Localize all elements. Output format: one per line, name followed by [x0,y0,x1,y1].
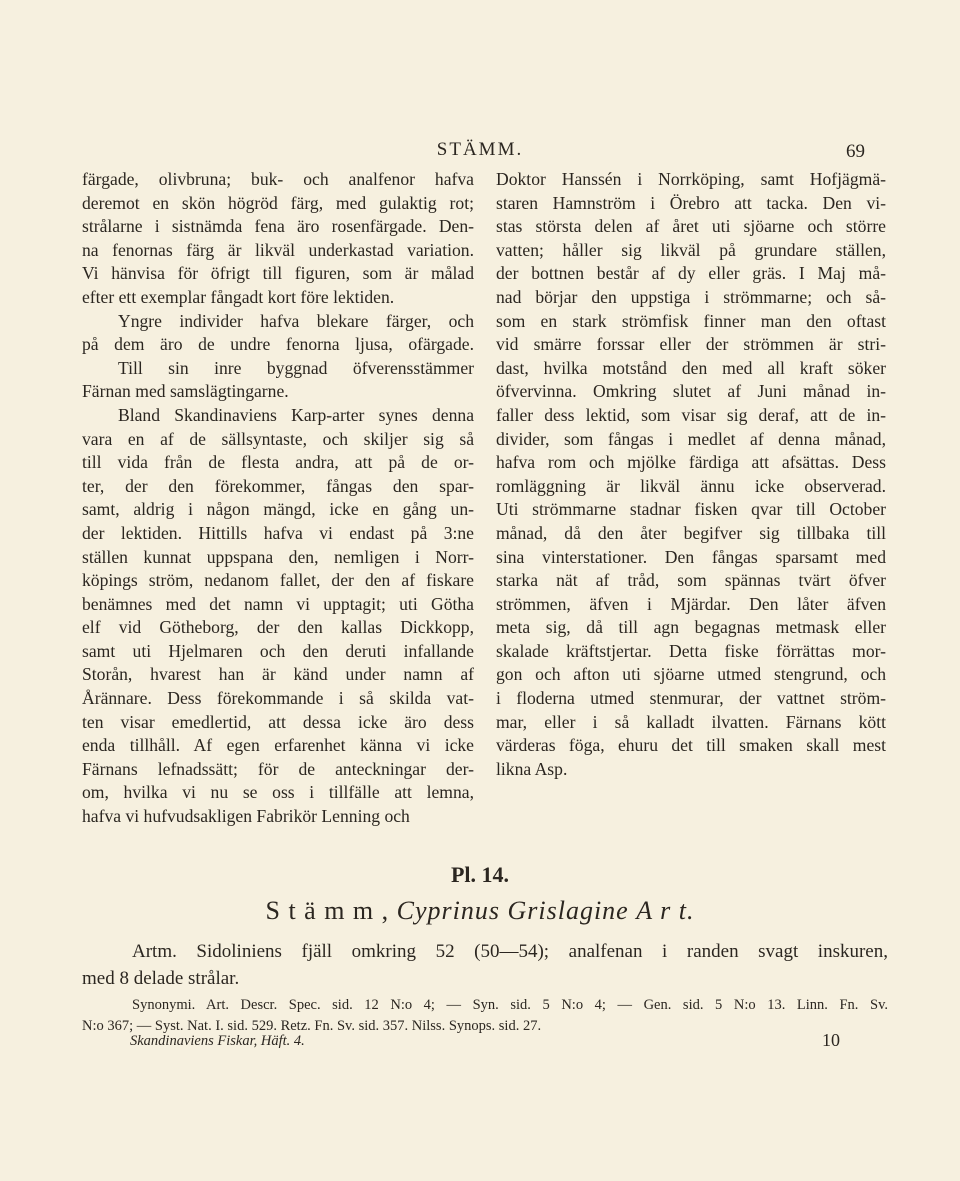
species-diagnosis [82,938,888,992]
page-number: 69 [846,141,865,162]
left-column-line: Yngre individer hafva blekare färger, och [118,310,474,331]
left-column-line: Vi hänvisa för öfrigt till figuren, som är målad [82,263,474,284]
diagnosis-line-1: Artm. Sidoliniens fjäll omkring 52 (50—54); analfenan i randen svagt inskuren, [132,941,888,962]
left-column-line: Till sin inre byggnad öfverensstämmer [118,357,474,378]
plate-label: Pl. 14. [450,862,510,887]
right-column-line: romläggning är likväl ännu icke observerad. [496,475,886,496]
left-column-line: deremot en skön högröd färg, med gulaktig rot; [82,192,474,213]
left-column-line: Bland Skandinaviens Karp-arter synes denna [118,404,474,425]
running-head: STÄMM. [436,139,524,160]
left-column-line: till vida från de flesta andra, att på de or- [82,452,474,473]
left-column-line: på dem äro de undre fenorna ljusa, ofärgade. [82,334,474,355]
left-column-line: Färnans lefnadssätt; för de anteckningar der- [82,758,474,779]
right-column-line: mar, eller i så kalladt ilvatten. Färnans kött [496,711,886,732]
species-title-latin: Cyprinus Grislagine [396,896,629,925]
printer-signature: Skandinaviens Fiskar, Häft. 4. [130,1033,305,1049]
left-column-line: benämnes med det namn vi upptagit; uti Götha [82,593,474,614]
left-column-line: elf vid Götheborg, der den kallas Dickkopp, [82,617,474,638]
left-column-line: na fenornas färg är likväl underkastad variation. [82,239,474,260]
synonymy [82,995,888,1037]
diagnosis-line-2: med 8 delade strålar. [82,968,240,989]
right-column-line: divider, som fångas i medlet af denna månad, [496,428,886,449]
left-column-line: färgade, olivbruna; buk- och analfenor hafva [82,169,474,189]
right-column-line: faller dess lektid, som visar sig deraf, att de in- [496,404,886,425]
right-column-line: gon och afton uti sjöarne utmed stengrund, och [496,664,886,685]
left-column-line: om, hvilka vi nu se oss i tillfälle att lemna, [82,782,474,803]
left-column [82,168,474,829]
right-column-line: Doktor Hanssén i Norrköping, samt Hofjägmä- [496,169,886,189]
left-column-line: efter ett exemplar fångadt kort före lektiden. [82,286,395,307]
left-column-line: samt uti Hjelmaren och den deruti infallande [82,640,474,661]
right-column-line: som en stark strömfisk finner man den oftast [496,310,886,331]
right-column-line: hafva rom och mjölke färdiga att afsättas. Dess [496,452,886,473]
left-column-line: der lektiden. Hittills hafva vi endast på 3:ne [82,522,474,543]
right-column-line: vatten; håller sig likväl på grundare ställen, [496,239,886,260]
right-column-line: i floderna utmed stenmurar, der vattnet ström- [496,688,886,709]
sheet-number: 10 [822,1030,840,1050]
right-column-line: der bottnen består af dy eller gräs. I Maj må- [496,263,886,284]
right-column-line: månad, då den åter begifver sig tillbaka till [496,522,886,543]
left-column-line: enda tillhåll. Af egen erfarenhet känna vi icke [82,735,474,756]
right-column-line: starka nät af tråd, som spännas tvärt öfver [496,570,886,591]
right-column-line: nad börjar den uppstiga i strömmarne; och så- [496,286,886,307]
left-column-line: hafva vi hufvudsakligen Fabrikör Lenning och [82,806,410,827]
right-column-line: öfvervinna. Omkring slutet af Juni månad in- [496,381,886,402]
right-column-line: vid smärre forssar eller der strömmen är stri- [496,334,886,355]
left-column-line: Årännare. Dess förekommande i så skilda vat- [82,688,474,709]
right-column-line: strömmen, äfven i Mjärdar. Den låter äfven [496,593,886,614]
left-column-line: Storån, hvarest han är känd under namn af [82,664,474,685]
left-column-line: ställen kunnat uppspana den, nemligen i Norr- [82,546,474,567]
species-title-prefix: S t ä m m , [265,896,390,925]
right-column-line: stas största delen af året uti sjöarne och större [496,216,886,237]
right-column [496,168,886,781]
right-column-line: dast, hvilka motstånd den med all kraft söker [496,357,886,378]
right-column-line: skalade kräftstjertar. Detta fiske förrättas mor- [496,640,886,661]
right-column-line: sina vinterstationer. Den fångas sparsamt med [496,546,886,567]
synonymy-line-2: N:o 367; — Syst. Nat. I. sid. 529. Retz. Fn. Sv. sid. 357. Nilss. Synops. sid. 27. [82,1018,542,1034]
left-column-line: ter, der den förekommer, fångas den spar- [82,475,474,496]
left-column-line: köpings ström, nedanom fallet, der den af fiskare [82,570,474,591]
right-column-line: staren Hamnström i Örebro att tacka. Den vi- [496,192,886,213]
right-column-line: värderas föga, ehuru det till smaken skall mest [496,735,886,756]
species-title-suffix: A r t. [636,896,695,925]
right-column-line: meta sig, då till agn begagnas metmask eller [496,617,886,638]
right-column-line: Uti strömmarne stadnar fisken qvar till October [496,499,886,520]
species-title [0,896,960,926]
left-column-line: ten visar emedlertid, att dessa icke äro dess [82,711,474,732]
left-column-line: vara en af de sällsyntaste, och skiljer sig så [82,428,474,449]
left-column-line: samt, aldrig i någon mängd, icke en gång un- [82,499,474,520]
left-column-line: strålarne i sistnämda fena äro rosenfärgade. Den- [82,216,474,237]
synonymy-line-1: Synonymi. Art. Descr. Spec. sid. 12 N:o 4; — Syn. sid. 5 N:o 4; — Gen. sid. 5 N:o 13. Linn. Fn. Sv. [132,997,888,1013]
right-column-line: likna Asp. [496,758,568,779]
left-column-line: Färnan med samslägtingarne. [82,381,289,402]
